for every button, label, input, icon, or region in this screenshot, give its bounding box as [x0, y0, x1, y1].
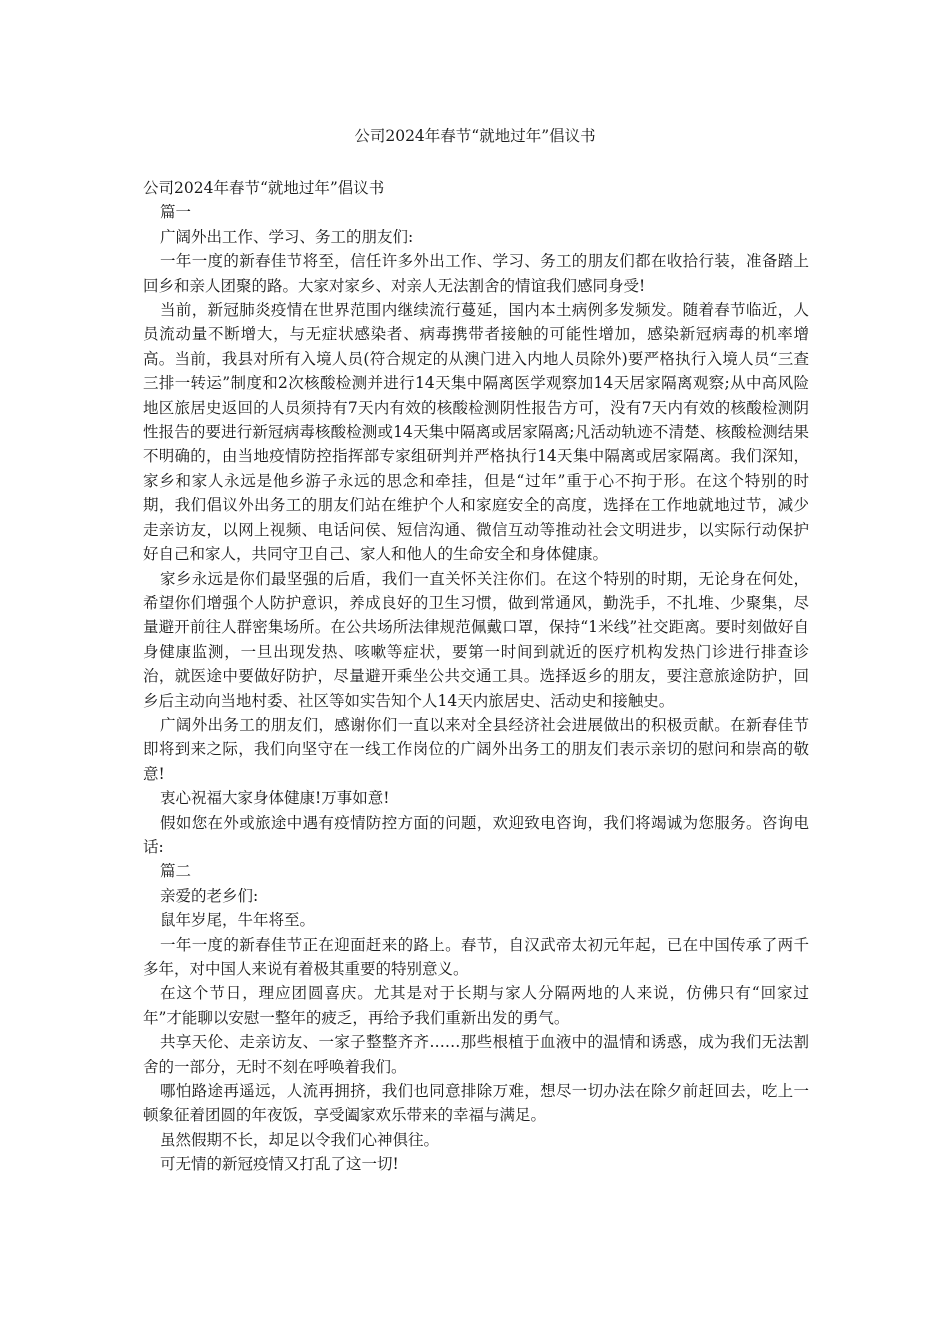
- paragraph: 鼠年岁尾，牛年将至。: [160, 911, 316, 930]
- document-body: [143, 176, 809, 1177]
- paragraph: 共享天伦、走亲访友、一家子整整齐齐……那些根植于血液中的温情和诱惑，成为我们无法割舍的一部分，无时不刻在呼唤着我们。: [143, 1033, 809, 1076]
- paragraph: 家乡永远是你们最坚强的后盾，我们一直关怀关注你们。在这个特别的时期，无论身在何处，希望你们增强个人防护意识，养成良好的卫生习惯，做到常通风，勤洗手，不扎堆、少聚集，尽量避开前往人群密集场所。在公共场所法律规范佩戴口罩，保持“1米线”社交距离。要时刻做好自身健康监测，一旦出现发热、咳嗽等症状，要第一时间到就近的医疗机构发热门诊进行排查诊治，就医途中要做好防护，尽量避开乘坐公共交通工具。选择返乡的朋友，要注意旅途防护，回乡后主动向当地村委、社区等如实告知个人14天内旅居史、活动史和接触史。: [143, 569, 809, 710]
- document-subtitle: 公司2024年春节“就地过年”倡议书: [143, 179, 385, 197]
- salutation-2: 亲爱的老乡们:: [160, 886, 259, 905]
- paragraph: 一年一度的新春佳节将至，信任许多外出工作、学习、务工的朋友们都在收拾行装，准备踏上回乡和亲人团聚的路。大家对家乡、对亲人无法割舍的情谊我们感同身受!: [143, 252, 809, 295]
- section-heading-2: 篇二: [160, 862, 192, 881]
- paragraph: 哪怕路途再遥远，人流再拥挤，我们也同意排除万难，想尽一切办法在除夕前赶回去，吃上一顿象征着团圆的年夜饭，享受阖家欢乐带来的幸福与满足。: [143, 1082, 809, 1125]
- paragraph: 在这个节日，理应团圆喜庆。尤其是对于长期与家人分隔两地的人来说，仿佛只有“回家过年”才能聊以安慰一整年的疲乏，再给予我们重新出发的勇气。: [143, 984, 809, 1027]
- paragraph: 当前，新冠肺炎疫情在世界范围内继续流行蔓延，国内本土病例多发频发。随着春节临近，人员流动量不断增大，与无症状感染者、病毒携带者接触的可能性增加，感染新冠病毒的机率增高。当前，我县对所有入境人员(符合规定的从澳门进入内地人员除外)要严格执行入境人员“三查三排一转运”制度和2次核酸检测并进行14天集中隔离医学观察加14天居家隔离观察;从中高风险地区旅居史返回的人员须持有7天内有效的核酸检测阴性报告方可，没有7天内有效的核酸检测阴性报告的要进行新冠病毒核酸检测或14天集中隔离或居家隔离;凡活动轨迹不清楚、核酸检测结果不明确的，由当地疫情防控指挥部专家组研判并严格执行14天集中隔离或居家隔离。我们深知，家乡和家人永远是他乡游子永远的思念和牵挂，但是“过年”重于心不拘于形。在这个特别的时期，我们倡议外出务工的朋友们站在维护个人和家庭安全的高度，选择在工作地就地过节，减少走亲访友，以网上视频、电话问侯、短信沟通、微信互动等推动社会文明进步，以实际行动保护好自己和家人，共同守卫自己、家人和他人的生命安全和身体健康。: [143, 301, 809, 564]
- paragraph: 可无情的新冠疫情又打乱了这一切!: [160, 1155, 399, 1174]
- paragraph: 假如您在外或旅途中遇有疫情防控方面的问题，欢迎致电咨询，我们将竭诚为您服务。咨询电话:: [143, 813, 809, 856]
- paragraph: 衷心祝福大家身体健康!万事如意!: [160, 789, 390, 808]
- salutation-1: 广阔外出工作、学习、务工的朋友们:: [160, 227, 414, 246]
- paragraph: 一年一度的新春佳节正在迎面赶来的路上。春节，自汉武帝太初元年起，已在中国传承了两千多年，对中国人来说有着极其重要的特别意义。: [143, 935, 809, 978]
- paragraph: 虽然假期不长，却足以令我们心神俱往。: [160, 1130, 440, 1149]
- section-heading-1: 篇一: [160, 203, 192, 222]
- page-title: 公司2024年春节“就地过年”倡议书: [354, 127, 596, 145]
- paragraph: 广阔外出务工的朋友们，感谢你们一直以来对全县经济社会进展做出的积极贡献。在新春佳节即将到来之际，我们向坚守在一线工作岗位的广阔外出务工的朋友们表示亲切的慰问和崇高的敬意!: [143, 715, 809, 783]
